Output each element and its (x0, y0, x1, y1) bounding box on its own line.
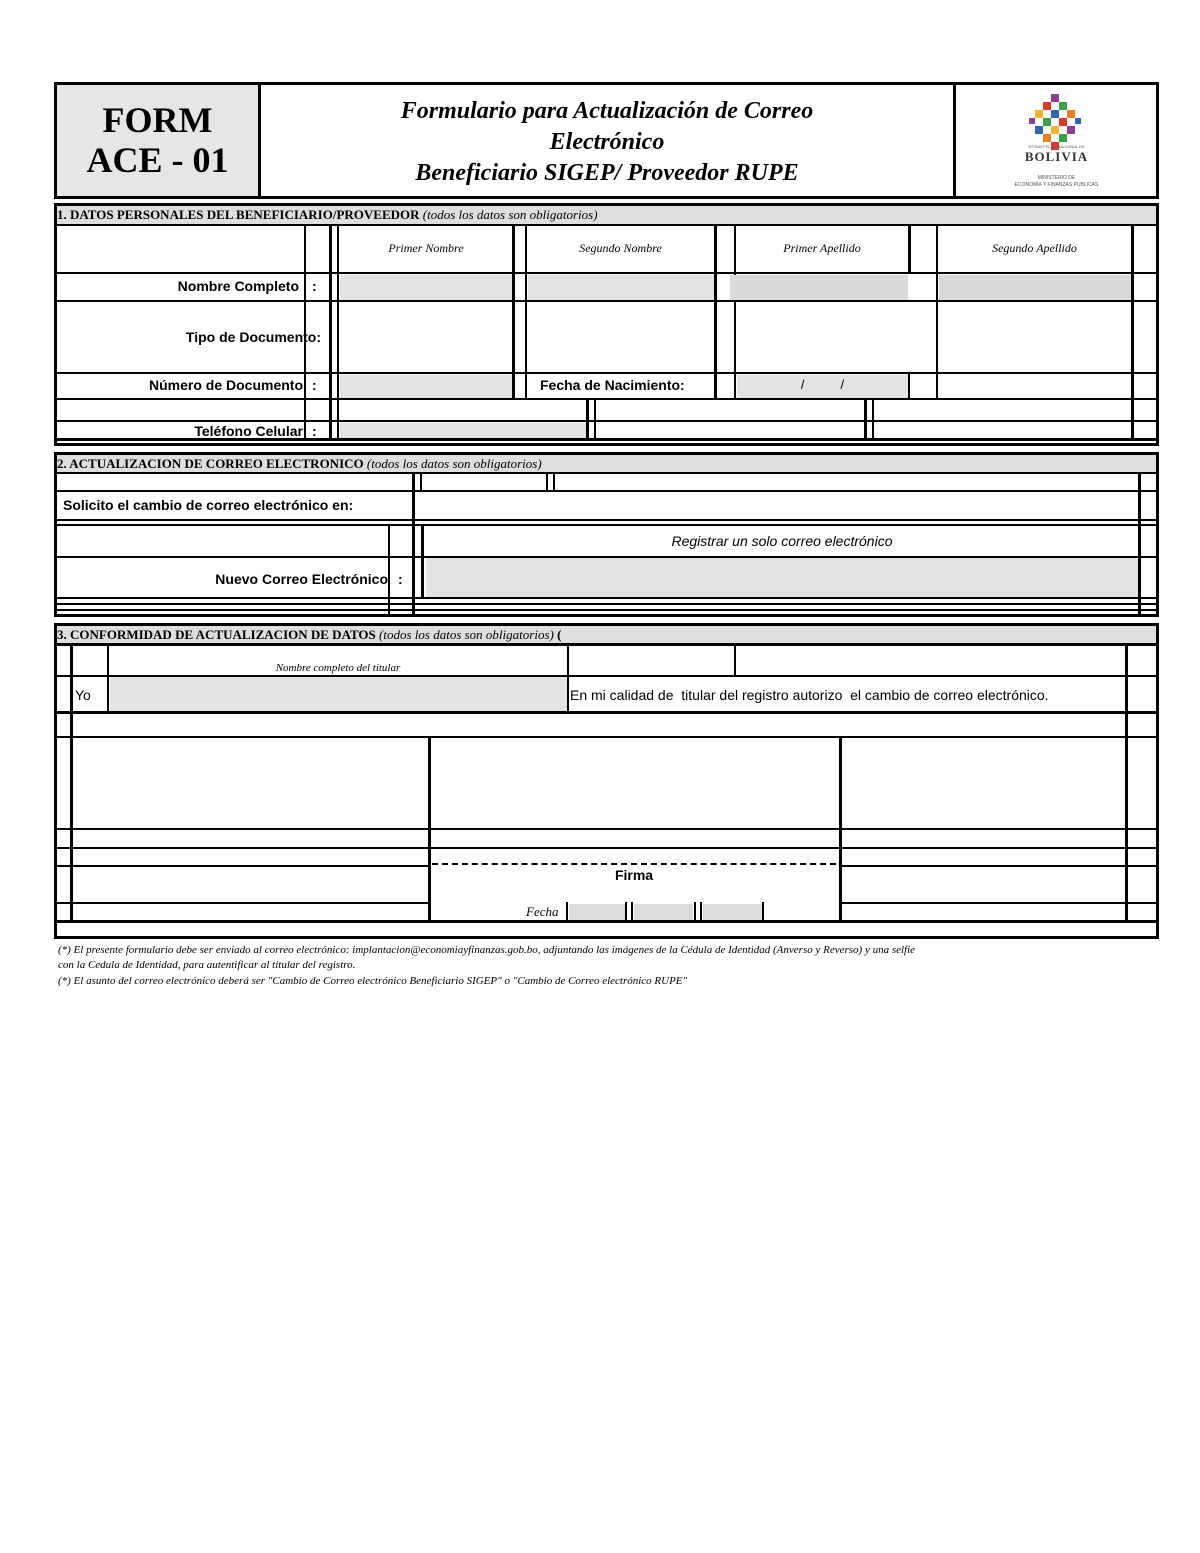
rule (1138, 472, 1141, 614)
rule (57, 828, 1156, 830)
rule (57, 490, 1156, 492)
signature-line (432, 863, 836, 865)
rule (420, 472, 422, 490)
input-primer-nombre[interactable] (340, 275, 512, 300)
authorization-statement: En mi calidad de titular del registro autorizo el cambio de correo electrónico. (570, 687, 1049, 703)
input-nombre-titular[interactable] (110, 677, 567, 711)
rule (57, 519, 1156, 521)
rule (700, 902, 702, 921)
rule (908, 372, 910, 398)
rule (714, 224, 717, 398)
rule (694, 902, 696, 921)
rule (412, 472, 415, 614)
rule (57, 609, 1156, 611)
label-fecha: Fecha (526, 904, 559, 919)
rule (525, 224, 527, 398)
form-title-line2: Electrónico (549, 129, 665, 155)
form-title-line1: Formulario para Actualización de Correo (400, 98, 814, 124)
rule (864, 400, 867, 440)
rule (839, 738, 842, 922)
form-code-line2: ACE - 01 (86, 140, 229, 180)
form-code (57, 100, 258, 180)
label-firma: Firma (614, 867, 654, 883)
label-telefono-celular: Teléfono Celular (194, 423, 303, 439)
header-divider (258, 85, 261, 196)
rule (567, 646, 569, 713)
rule (57, 272, 1156, 274)
section2-title (57, 456, 542, 472)
rule (70, 646, 73, 922)
rule (936, 224, 938, 398)
rule (625, 902, 627, 921)
section3-note: (todos los datos son obligatorios) (379, 627, 554, 642)
section3-paren: ( (553, 627, 562, 642)
label-nuevo-correo: Nuevo Correo Electrónico (215, 571, 388, 587)
form-title-line3: Beneficiario SIGEP/ Proveedor RUPE (415, 160, 799, 186)
rule (57, 865, 430, 867)
ministry-logo (957, 86, 1156, 196)
rule (107, 646, 109, 713)
rule (57, 603, 1156, 605)
rule (57, 920, 1156, 923)
logo-small-text: ESTADO PLURINACIONAL DE (1028, 144, 1085, 149)
hint-registrar-correo: Registrar un solo correo electrónico (671, 533, 893, 549)
input-numero-documento[interactable] (340, 375, 512, 398)
input-fecha-anio[interactable] (703, 904, 762, 920)
rule (840, 865, 1156, 867)
col-header-segundo-apellido: Segundo Apellido (992, 241, 1077, 255)
colon: : (398, 571, 403, 587)
section1-frame (54, 203, 1159, 446)
rule (840, 902, 1156, 904)
section2-title-text: 2. ACTUALIZACION DE CORREO ELECTRONICO (57, 456, 364, 471)
rule (546, 472, 548, 490)
rule (57, 398, 1156, 400)
rule (57, 597, 1156, 599)
rule (57, 372, 1156, 374)
rule (421, 524, 424, 598)
rule (1125, 646, 1128, 922)
rule (57, 643, 1156, 646)
rule (57, 224, 1156, 226)
rule (57, 736, 1156, 738)
rule (428, 738, 431, 922)
section3-title (57, 627, 561, 643)
input-telefono-celular[interactable] (340, 423, 586, 438)
col-header-segundo-nombre: Segundo Nombre (579, 241, 662, 255)
rule (57, 847, 1156, 849)
form-title (262, 96, 952, 189)
rule (57, 711, 1156, 714)
rule (594, 400, 596, 440)
footnote-2: con la Cedula de Identidad, para autentificar al titular del registro. (58, 959, 356, 971)
rule (57, 524, 1156, 526)
footnote-3: (*) El asunto del correo electrónico deberá ser "Cambio de Correo electrónico Beneficiario SIGEP" o "Cambio de Correo electrónico RUPE" (58, 975, 688, 987)
input-fecha-dia[interactable] (569, 904, 625, 920)
rule (566, 902, 568, 921)
rule (57, 420, 1156, 422)
section2-note: (todos los datos son obligatorios) (366, 456, 542, 471)
label-numero-documento: Número de Documento (148, 377, 303, 393)
rule (734, 224, 736, 398)
date-placeholder: / / (800, 377, 845, 392)
label-yo: Yo (75, 687, 91, 703)
input-primer-apellido[interactable] (730, 275, 908, 300)
form-code-line1: FORM (102, 100, 213, 140)
rule (734, 646, 736, 676)
input-fecha-mes[interactable] (634, 904, 693, 920)
rule (337, 224, 339, 440)
rule (512, 224, 515, 398)
section1-title (57, 207, 598, 223)
logo-country: BOLIVIA (1024, 149, 1089, 164)
rule (57, 472, 1156, 474)
input-segundo-nombre[interactable] (528, 275, 714, 300)
footnote-1: (*) El presente formulario debe ser enviado al correo electrónico: implantacion@economiayfinanzas.gob.bo, adjuntando las imágenes de la Cédula de Identidad (Anverso y Reverso) y una selfie (58, 944, 916, 956)
input-nuevo-correo[interactable] (426, 558, 1138, 597)
rule (57, 902, 430, 904)
label-nombre-completo: Nombre Completo (177, 278, 299, 294)
rule (762, 902, 764, 921)
col-header-primer-nombre: Primer Nombre (388, 241, 464, 255)
rule (872, 400, 874, 440)
rule (329, 224, 332, 440)
rule (388, 524, 390, 614)
colon: : (312, 377, 317, 393)
bolivia-state-logo-icon (1029, 92, 1083, 152)
input-segundo-apellido[interactable] (939, 275, 1131, 300)
rule (553, 472, 555, 490)
section1-note: (todos los datos son obligatorios) (422, 207, 598, 222)
col-header-nombre-titular: Nombre completo del titular (275, 662, 401, 674)
rule (57, 300, 1156, 302)
col-header-primer-apellido: Primer Apellido (783, 241, 861, 255)
colon: : (312, 278, 317, 294)
label-solicito-cambio: Solicito el cambio de correo electrónico en: (63, 497, 354, 513)
rule (631, 902, 633, 921)
section3-title-text: 3. CONFORMIDAD DE ACTUALIZACION DE DATOS (57, 627, 376, 642)
label-tipo-documento: Tipo de Documento: (185, 329, 321, 345)
section1-title-text: 1. DATOS PERSONALES DEL BENEFICIARIO/PROVEEDOR (57, 207, 420, 222)
logo-ministry-line2: ECONOMÍA Y FINANZAS PÚBLICAS (1014, 182, 1099, 188)
rule (1131, 224, 1134, 440)
rule (908, 224, 911, 274)
label-fecha-nacimiento: Fecha de Nacimiento: (540, 377, 685, 393)
header-divider (953, 85, 956, 196)
logo-ministry-line1: MINISTERIO DE (1037, 175, 1076, 181)
colon: : (312, 423, 317, 439)
rule (586, 400, 589, 440)
